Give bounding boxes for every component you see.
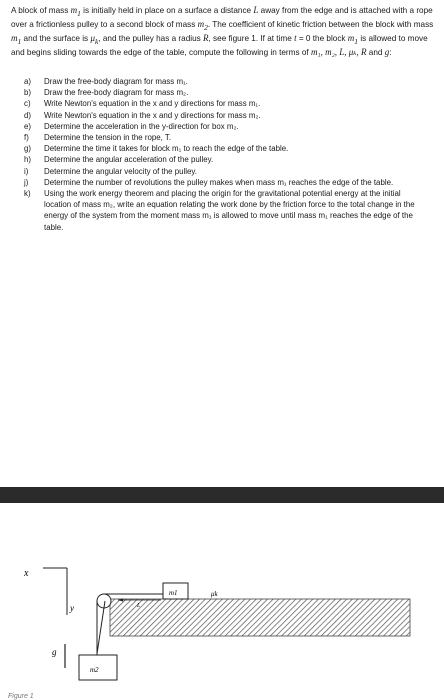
y-axis-label: y <box>70 603 74 613</box>
figure-1 <box>0 555 444 700</box>
question-item <box>24 166 428 177</box>
question-item <box>24 121 428 132</box>
question-label: b) <box>24 88 32 98</box>
question-item <box>24 87 428 98</box>
question-label: h) <box>24 155 32 165</box>
question-item <box>24 76 428 87</box>
symbol-g: g <box>384 47 390 57</box>
mu-k-label: μk <box>211 590 218 598</box>
question-text: Determine the angular velocity of the pulley. <box>44 166 197 176</box>
table-surface <box>110 599 410 636</box>
question-item <box>24 143 428 154</box>
question-item <box>24 177 428 188</box>
question-label: c) <box>24 99 31 109</box>
question-item <box>24 132 428 143</box>
problem-statement: A block of mass $m_1$ is initially held in place on a surface a distance L away from the edge and is attached with a rope over a frictionless pulley to a second block of mass $m_2$. The coefficient of kinetic friction between the block with mass $m_1$ and the surface is $\mu_k$, and the pulley has a radius R, see figure 1. If at time t = 0 the block $m_1$ is allowed to move and begins sliding towards the edge of the table, compute the following in terms of m₁, m₂, L, μₖ, R and g: <box>11 5 434 57</box>
question-label: f) <box>24 133 29 143</box>
question-item <box>24 98 428 109</box>
question-text: Write Newton's equation in the x and y directions for mass m₁. <box>44 99 261 109</box>
question-text: Write Newton's equation in the x and y directions for mass m₂. <box>44 110 261 120</box>
symbol-mu-k: $\mu_k$ <box>90 33 99 46</box>
symbol-m1: $m_1$ <box>347 33 359 46</box>
question-text: Determine the acceleration in the y-direction for box m₂. <box>44 121 239 131</box>
question-text: Determine the tension in the rope, T. <box>44 133 172 143</box>
question-text: Using the work energy theorem and placing the origin for the gravitational potential energy at the initial location of mass m₂, write an equation relating the work done by the friction force to the total change in the energy of the system from the moment mass m₁ is allowed to move until mass m₁ reaches the edge of the table. <box>44 189 415 232</box>
question-item <box>24 110 428 121</box>
L-label: L <box>137 603 141 609</box>
question-item <box>24 188 428 233</box>
question-label: d) <box>24 110 32 120</box>
question-list <box>24 76 428 233</box>
question-label: g) <box>24 144 32 154</box>
question-label: k) <box>24 189 31 199</box>
question-label: j) <box>24 177 29 187</box>
x-axis-label: x <box>24 568 29 579</box>
question-label: i) <box>24 166 29 176</box>
block-m1-label: m1 <box>169 589 178 597</box>
figure-caption: Figure 1 <box>8 693 34 700</box>
question-text: Draw the free-body diagram for mass m₂. <box>44 88 189 98</box>
symbol-m2: $m_2$ <box>197 19 208 32</box>
g-label: g <box>52 647 57 657</box>
symbol-R: R <box>203 33 209 43</box>
symbol-L: L <box>253 5 259 15</box>
question-text: Determine the number of revolutions the pulley makes when mass m₁ reaches the edge of the table. <box>44 177 394 187</box>
question-item <box>24 154 428 165</box>
question-label: e) <box>24 121 32 131</box>
question-label: a) <box>24 77 32 86</box>
terms-list: m₁, m₂, L, μₖ, R <box>310 47 367 57</box>
question-text: Determine the time it takes for block m₁ to reach the edge of the table. <box>44 144 289 154</box>
symbol-m1: $m_1$ <box>11 33 22 46</box>
divider-bar <box>0 487 444 503</box>
question-text: Determine the angular acceleration of the pulley. <box>44 155 214 165</box>
question-text: Draw the free-body diagram for mass m₁. <box>44 77 188 86</box>
symbol-t: t <box>294 33 297 43</box>
symbol-m1: $m_1$ <box>70 5 81 18</box>
block-m2-label: m2 <box>90 666 99 674</box>
